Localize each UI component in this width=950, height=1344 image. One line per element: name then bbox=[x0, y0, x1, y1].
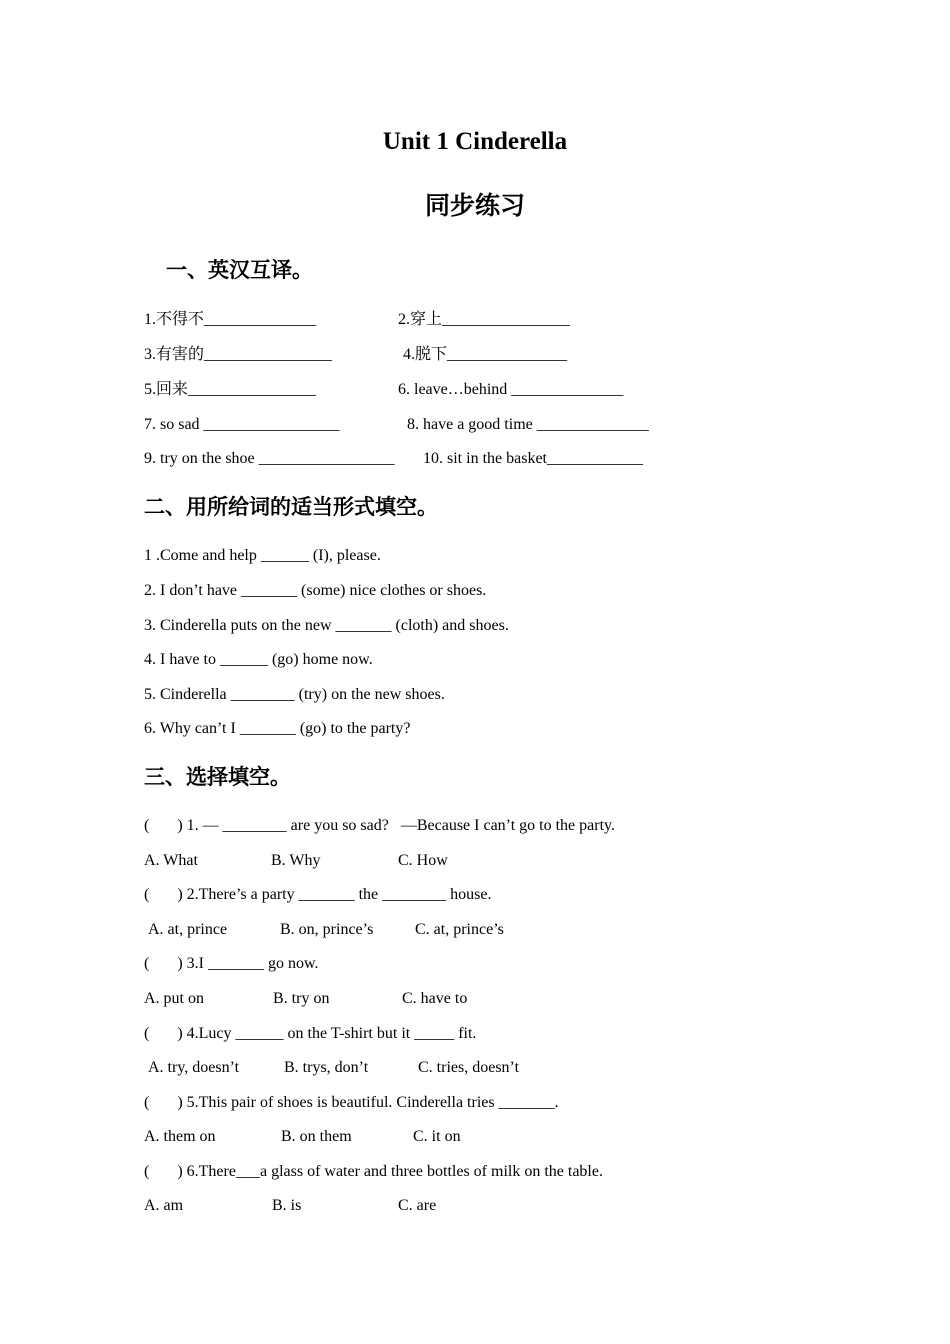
choice-question-6: ( ) 6.There___a glass of water and three bottles of milk on the table. bbox=[144, 1163, 603, 1180]
choice-5-option-a: A. them on bbox=[144, 1128, 216, 1145]
fill-blank-item-6: 6. Why can’t I _______ (go) to the party? bbox=[144, 720, 411, 737]
translation-item-2: 2.穿上________________ bbox=[398, 311, 571, 328]
choice-6-option-b: B. is bbox=[272, 1197, 302, 1214]
choice-3-option-b: B. try on bbox=[273, 990, 330, 1007]
choice-question-1: ( ) 1. — ________ are you so sad? —Because I can’t go to the party. bbox=[144, 817, 615, 834]
translation-item-8: 8. have a good time ______________ bbox=[407, 416, 649, 433]
translation-item-3: 3.有害的________________ bbox=[144, 346, 333, 363]
section-1-heading: 一、英汉互译。 bbox=[166, 258, 313, 282]
translation-item-9: 9. try on the shoe _________________ bbox=[144, 450, 395, 467]
choice-4-option-c: C. tries, doesn’t bbox=[418, 1059, 520, 1076]
choice-question-4: ( ) 4.Lucy ______ on the T-shirt but it _____ fit. bbox=[144, 1025, 477, 1042]
choice-1-option-a: A. What bbox=[144, 852, 198, 869]
choice-1-option-b: B. Why bbox=[271, 852, 321, 869]
choice-6-option-c: C. are bbox=[398, 1197, 437, 1214]
fill-blank-item-3: 3. Cinderella puts on the new _______ (cloth) and shoes. bbox=[144, 617, 509, 634]
choice-question-5: ( ) 5.This pair of shoes is beautiful. Cinderella tries _______. bbox=[144, 1094, 559, 1111]
choice-2-option-b: B. on, prince’s bbox=[280, 921, 374, 938]
document-subtitle: 同步练习 bbox=[424, 193, 525, 220]
choice-4-option-a: A. try, doesn’t bbox=[148, 1059, 240, 1076]
fill-blank-item-1: 1 .Come and help ______ (I), please. bbox=[144, 547, 381, 564]
translation-item-4: 4.脱下_______________ bbox=[403, 346, 568, 363]
choice-question-3: ( ) 3.I _______ go now. bbox=[144, 955, 319, 972]
choice-5-option-b: B. on them bbox=[281, 1128, 352, 1145]
choice-5-option-c: C. it on bbox=[413, 1128, 461, 1145]
section-2-heading: 二、用所给词的适当形式填空。 bbox=[144, 495, 438, 519]
fill-blank-item-2: 2. I don’t have _______ (some) nice clothes or shoes. bbox=[144, 582, 487, 599]
choice-question-2: ( ) 2.There’s a party _______ the ________ house. bbox=[144, 886, 492, 903]
section-3-heading: 三、选择填空。 bbox=[144, 765, 291, 789]
choice-4-option-b: B. trys, don’t bbox=[284, 1059, 369, 1076]
choice-3-option-c: C. have to bbox=[402, 990, 468, 1007]
choice-2-option-a: A. at, prince bbox=[148, 921, 228, 938]
choice-6-option-a: A. am bbox=[144, 1197, 184, 1214]
choice-2-option-c: C. at, prince’s bbox=[415, 921, 504, 938]
choice-3-option-a: A. put on bbox=[144, 990, 204, 1007]
translation-item-10: 10. sit in the basket____________ bbox=[423, 450, 643, 467]
choice-1-option-c: C. How bbox=[398, 852, 448, 869]
document-title: Unit 1 Cinderella bbox=[382, 128, 568, 155]
fill-blank-item-5: 5. Cinderella ________ (try) on the new shoes. bbox=[144, 686, 445, 703]
translation-item-6: 6. leave…behind ______________ bbox=[398, 381, 624, 398]
translation-item-5: 5.回来________________ bbox=[144, 381, 317, 398]
fill-blank-item-4: 4. I have to ______ (go) home now. bbox=[144, 651, 373, 668]
translation-item-1: 1.不得不______________ bbox=[144, 311, 317, 328]
translation-item-7: 7. so sad _________________ bbox=[144, 416, 340, 433]
